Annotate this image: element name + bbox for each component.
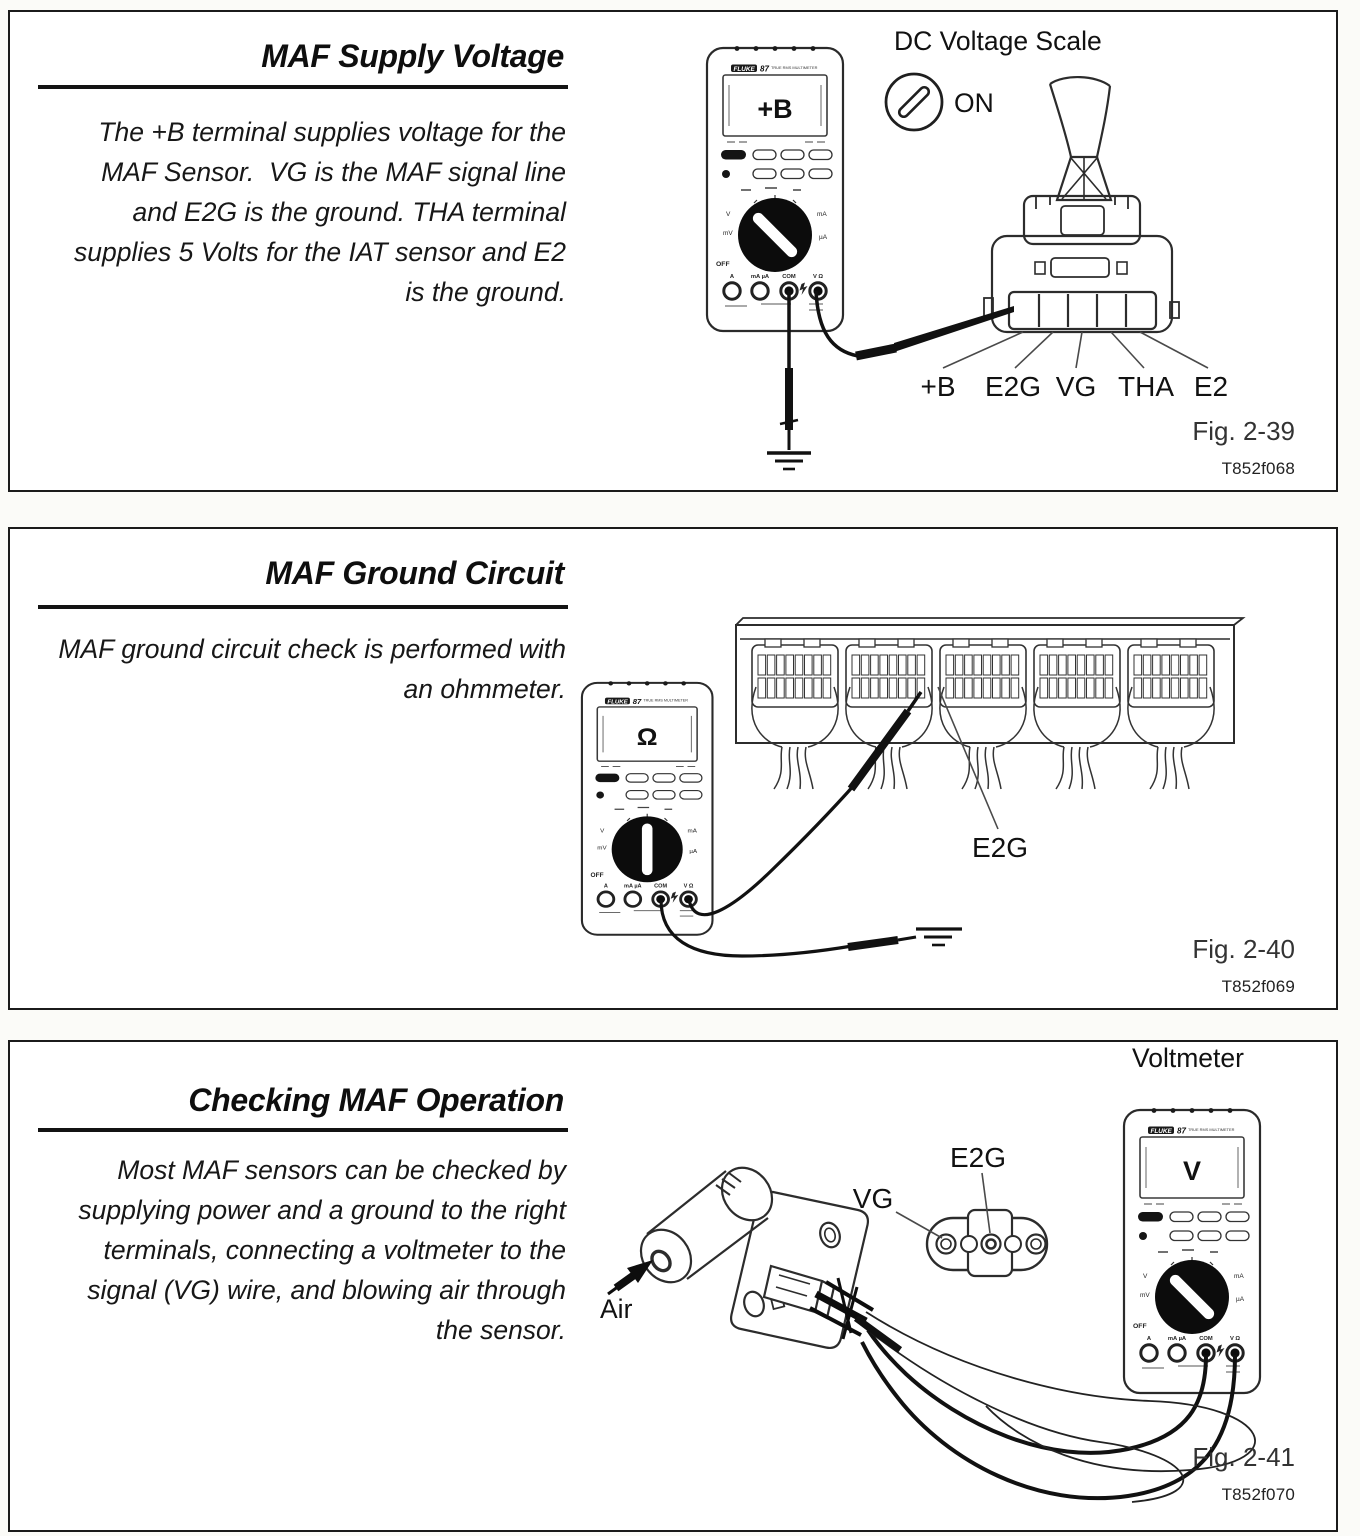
terminal-label-tha: THA <box>1118 371 1174 402</box>
svg-text:mA µA: mA µA <box>750 274 770 280</box>
svg-text:OFF: OFF <box>1133 1323 1147 1330</box>
panel-maf-supply-voltage <box>8 10 1338 492</box>
svg-text:A: A <box>729 274 735 280</box>
figure-code: T852f070 <box>1221 1485 1295 1504</box>
svg-text:V Ω: V Ω <box>812 274 824 280</box>
svg-text:A: A <box>603 883 608 890</box>
svg-text:V: V <box>1143 1273 1148 1280</box>
figure-caption <box>1073 416 1295 479</box>
svg-text:V Ω: V Ω <box>1229 1336 1241 1342</box>
svg-text:mV: mV <box>597 845 607 852</box>
figure-caption <box>1073 1442 1295 1505</box>
figure-code: T852f069 <box>1221 977 1295 996</box>
svg-text:COM: COM <box>654 883 668 890</box>
panel-body: The +B terminal supplies voltage for the MAF Sensor. VG is the MAF signal line and E2G is the ground. THA terminal supplies 5 Volts for the IAT sensor and E2 is the ground. <box>74 117 566 307</box>
svg-text:87: 87 <box>1177 1126 1186 1136</box>
svg-text:mV: mV <box>1140 1292 1150 1299</box>
title-rule <box>38 605 568 609</box>
figure-code: T852f068 <box>1221 459 1295 478</box>
svg-text:FLUKE: FLUKE <box>1150 1128 1172 1135</box>
e2g-label: E2G <box>972 832 1029 863</box>
svg-text:mA: mA <box>1234 1273 1244 1280</box>
svg-text:A: A <box>1146 1336 1152 1342</box>
ground-symbol <box>767 453 811 469</box>
figure-number: Fig. 2-39 <box>1192 416 1295 446</box>
svg-text:V: V <box>600 828 605 835</box>
svg-text:V Ω: V Ω <box>683 883 694 890</box>
figure-number: Fig. 2-41 <box>1192 1442 1295 1472</box>
svg-text:µA: µA <box>819 234 828 241</box>
svg-text:OFF: OFF <box>716 261 730 268</box>
terminal-label-e2: E2 <box>1193 371 1229 402</box>
vg-label: VG <box>852 1183 894 1214</box>
svg-text:V: V <box>1182 1156 1202 1186</box>
terminal-label-b-plus: +B <box>920 371 956 402</box>
svg-text:TRUE RMS MULTIMETER: TRUE RMS MULTIMETER <box>1188 1127 1235 1132</box>
e2g-label: E2G <box>949 1142 1007 1173</box>
figure-number: Fig. 2-40 <box>1192 934 1295 964</box>
terminal-label-vg: VG <box>1055 371 1097 402</box>
svg-text:FLUKE: FLUKE <box>733 66 755 73</box>
title-rule <box>38 85 568 89</box>
voltmeter <box>1124 1108 1260 1393</box>
svg-text:µA: µA <box>1236 1296 1245 1303</box>
terminal-label-e2g: E2G <box>984 371 1042 402</box>
svg-text:Ω: Ω <box>636 724 658 751</box>
panel-title: MAF Supply Voltage <box>261 38 564 74</box>
ohmmeter <box>582 681 713 935</box>
panel-maf-ground-circuit <box>8 527 1338 1010</box>
svg-text:TRUE RMS MULTIMETER: TRUE RMS MULTIMETER <box>643 698 689 703</box>
panel-title: Checking MAF Operation <box>188 1082 564 1118</box>
svg-text:V: V <box>726 211 731 218</box>
svg-text:COM: COM <box>782 274 796 280</box>
panel-body: Most MAF sensors can be checked by supplying power and a ground to the right terminals, connecting a voltmeter to the signal (VG) wire, and blowing air through the sensor. <box>78 1155 566 1345</box>
ecu-connectors <box>736 618 1243 789</box>
svg-text:87: 87 <box>760 64 769 74</box>
svg-text:COM: COM <box>1199 1336 1213 1342</box>
panel-title: MAF Ground Circuit <box>265 555 564 591</box>
air-arrow-icon <box>608 1260 653 1294</box>
air-label: Air <box>600 1294 633 1324</box>
svg-text:TRUE RMS MULTIMETER: TRUE RMS MULTIMETER <box>771 65 818 70</box>
svg-text:mA µA: mA µA <box>1167 1336 1187 1342</box>
multimeter <box>707 46 843 331</box>
maf-connector <box>984 77 1179 332</box>
on-knob-icon <box>886 74 942 130</box>
e2g-leader-line <box>938 687 998 829</box>
svg-text:µA: µA <box>689 849 698 855</box>
svg-text:FLUKE: FLUKE <box>607 699 628 706</box>
svg-text:mA: mA <box>687 828 697 835</box>
on-label: ON <box>954 88 994 118</box>
svg-text:87: 87 <box>632 697 642 706</box>
panel-body: MAF ground circuit check is performed with an ohmmeter. <box>58 634 566 704</box>
ground-symbol <box>916 929 962 945</box>
voltmeter-label: Voltmeter <box>1132 1043 1244 1073</box>
svg-text:mA µA: mA µA <box>624 883 642 890</box>
svg-text:mA: mA <box>817 211 827 218</box>
title-rule <box>38 1128 568 1132</box>
svg-text:mV: mV <box>723 230 733 237</box>
svg-text:OFF: OFF <box>590 872 604 879</box>
figure-caption <box>1073 934 1295 997</box>
svg-text:+B: +B <box>757 94 793 124</box>
sensor-connector-face <box>927 1210 1047 1276</box>
terminal-leader-lines <box>943 332 1208 368</box>
dc-voltage-scale-label: DC Voltage Scale <box>894 26 1102 56</box>
panel-checking-maf-operation <box>8 1040 1338 1532</box>
